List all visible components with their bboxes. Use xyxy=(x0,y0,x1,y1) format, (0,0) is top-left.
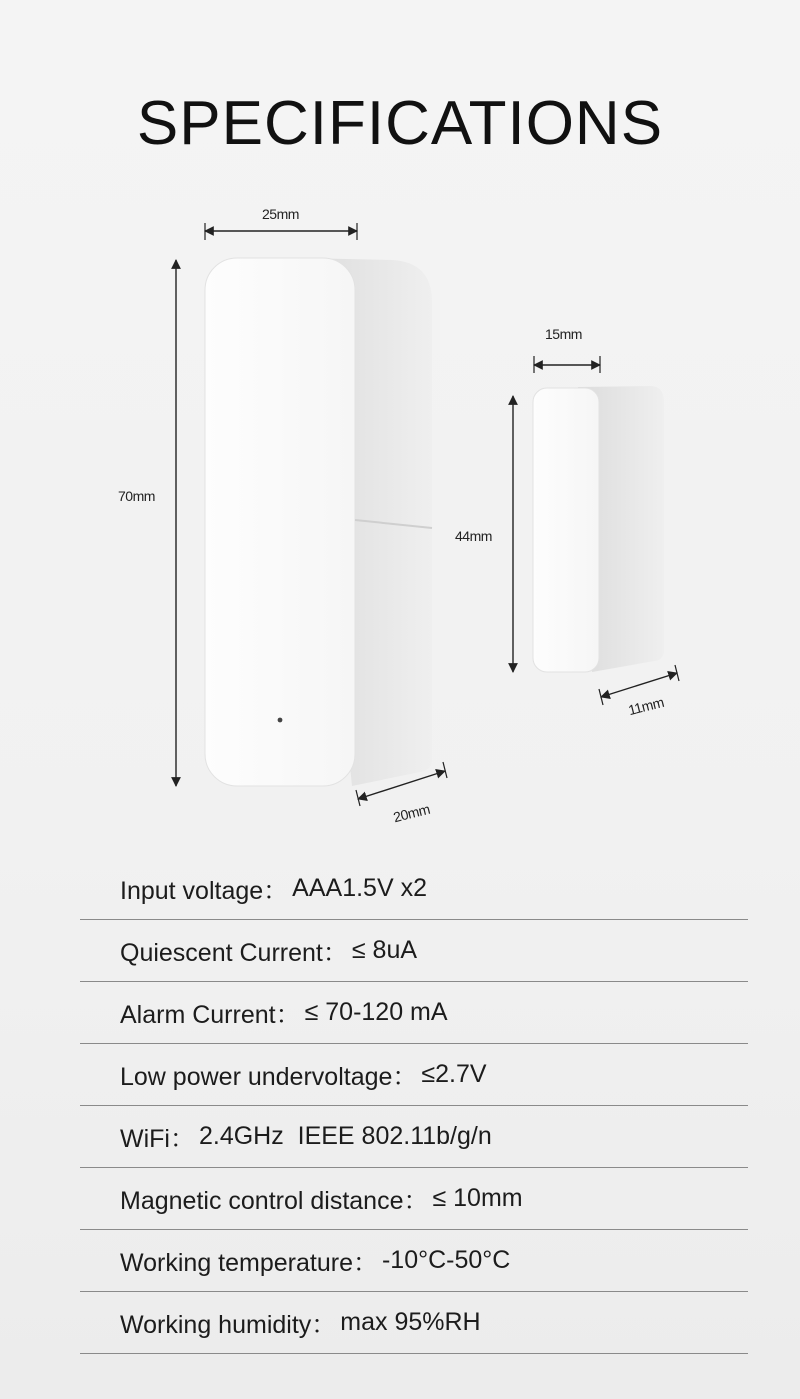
spec-row-wifi xyxy=(80,1106,748,1168)
spec-value: ≤ 70-120 mA xyxy=(304,998,448,1026)
spec-value: -10°C-50°C xyxy=(381,1246,511,1274)
spec-label: Quiescent Current： xyxy=(120,938,348,967)
spec-value: ≤ 10mm xyxy=(432,1184,523,1212)
page-title: SPECIFICATIONS xyxy=(136,89,664,158)
spec-label: Alarm Current： xyxy=(120,1000,301,1029)
spec-label: WiFi： xyxy=(120,1124,195,1153)
magnet-body xyxy=(533,386,664,672)
spec-value: ≤2.7V xyxy=(421,1060,487,1088)
depth-large-label: 20mm xyxy=(391,800,432,826)
spec-label: Low power undervoltage： xyxy=(120,1062,418,1091)
sensor-body xyxy=(205,258,432,786)
width-large-label: 25mm xyxy=(262,206,299,222)
spec-value: AAA1.5V x2 xyxy=(292,874,427,902)
spec-value: max 95%RH xyxy=(340,1308,481,1336)
spec-row-input-voltage xyxy=(80,858,748,920)
height-small-label: 44mm xyxy=(455,528,492,544)
spec-label: Working humidity： xyxy=(120,1310,337,1339)
spec-row-undervoltage xyxy=(80,1044,748,1106)
spec-row-working-humidity xyxy=(80,1292,748,1354)
product-diagram xyxy=(0,190,800,850)
spec-row-quiescent-current xyxy=(80,920,748,982)
spec-row-alarm-current xyxy=(80,982,748,1044)
spec-value: ≤ 8uA xyxy=(351,936,418,964)
spec-list xyxy=(80,858,748,1354)
status-led xyxy=(278,718,283,723)
spec-label: Working temperature： xyxy=(120,1248,378,1277)
spec-label: Input voltage： xyxy=(120,876,289,905)
width-small-label: 15mm xyxy=(545,326,582,342)
height-large-label: 70mm xyxy=(118,488,155,504)
spec-value: 2.4GHz IEEE 802.11b/g/n xyxy=(198,1122,492,1150)
spec-row-magnetic-distance xyxy=(80,1168,748,1230)
dimension-drawing xyxy=(0,190,800,850)
depth-small-label: 11mm xyxy=(626,693,666,719)
spec-row-working-temperature xyxy=(80,1230,748,1292)
spec-label: Magnetic control distance： xyxy=(120,1186,429,1215)
